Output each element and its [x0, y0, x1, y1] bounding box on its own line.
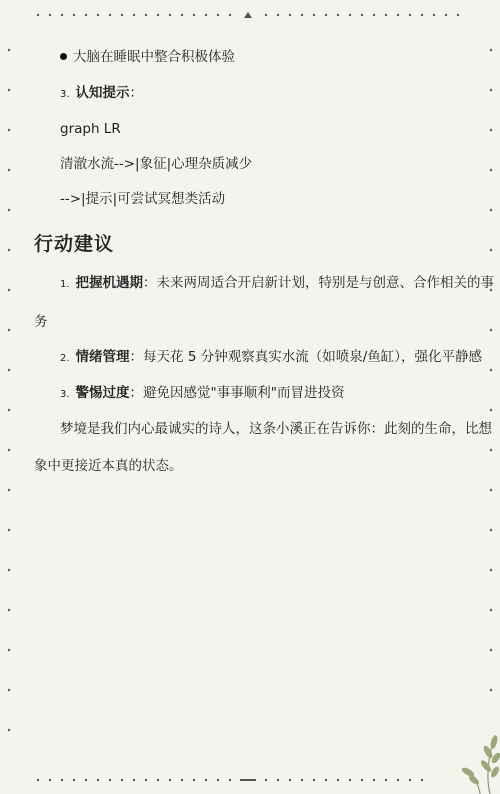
action-number: 2.	[60, 353, 70, 364]
right-dotted-border	[488, 30, 494, 770]
action-item-2	[60, 347, 482, 369]
action-title: 情绪管理	[75, 349, 130, 365]
code-line-1: graph LR	[60, 121, 121, 137]
section-3-heading	[60, 83, 143, 105]
action-item-1-continued: 务	[34, 314, 48, 330]
action-item-1	[60, 273, 494, 295]
code-line-2: 清澈水流-->|象征|心理杂质减少	[60, 156, 253, 172]
closing-line-1: 梦境是我们内心最诚实的诗人，这条小溪正在告诉你：此刻的生命，比想	[60, 421, 492, 437]
section-heading: 行动建议	[34, 233, 115, 255]
bottom-dotted-border	[36, 777, 464, 783]
section-colon: ：	[129, 85, 144, 101]
plant-decoration-icon	[420, 730, 500, 794]
closing-line-2: 象中更接近本真的状态。	[34, 458, 183, 474]
top-dotted-border	[36, 12, 464, 18]
bullet-icon	[60, 53, 67, 60]
bullet-item	[60, 47, 235, 67]
code-line-3: -->|提示|可尝试冥想类活动	[60, 191, 226, 207]
action-number: 1.	[60, 279, 70, 290]
action-item-3	[60, 383, 344, 405]
bullet-text: 大脑在睡眠中整合积极体验	[73, 49, 235, 65]
action-text: ：未来两周适合开启新计划，特别是与创意、合作相关的事	[143, 275, 495, 291]
action-title: 警惕过度	[75, 385, 130, 401]
action-title: 把握机遇期	[75, 275, 144, 291]
section-number: 3.	[60, 89, 70, 100]
left-dotted-border	[6, 30, 12, 770]
action-text: ：每天花 5 分钟观察真实水流（如喷泉/鱼缸），强化平静感	[129, 349, 483, 365]
section-title: 认知提示	[75, 85, 130, 101]
action-number: 3.	[60, 389, 70, 400]
action-text: ：避免因感觉"事事顺利"而冒进投资	[129, 385, 345, 401]
